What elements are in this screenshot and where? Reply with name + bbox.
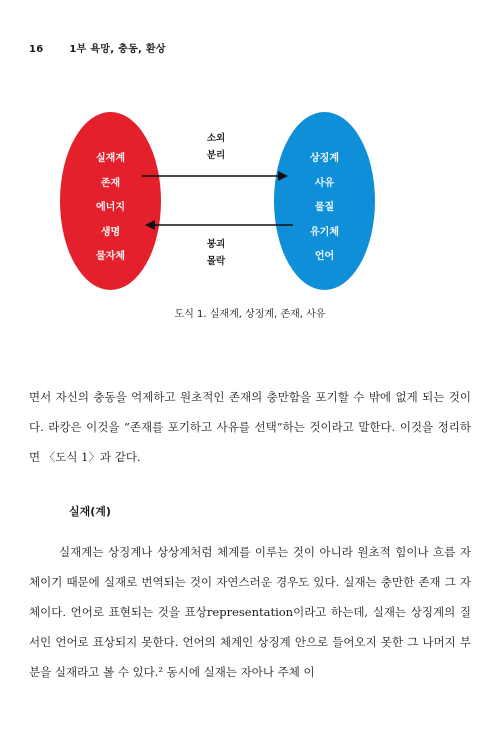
real-item: 물자체 (96, 251, 125, 262)
paragraph-2 (29, 537, 471, 687)
arrow-label-line: 몰락 (206, 256, 226, 267)
symbolic-item: 유기체 (310, 226, 339, 238)
symbolic-item: 상징계 (310, 153, 339, 164)
paragraph-text: 면서 자신의 충동을 억제하고 원초적인 존재의 충만함을 포기할 수 밖에 없게 되는 것이다. 라캉은 이것을 “존재를 포기하고 사유를 선택”하는 것이라고 말한다. 이것을 정리하면 〈도식 1〉과 같다. (29, 390, 471, 464)
part-title: 1부 욕망, 충동, 환상 (69, 44, 166, 55)
arrows (0, 0, 500, 300)
paragraph-text: 실재계는 상징계나 상상계처럼 체계를 이루는 것이 아니라 원초적 힘이나 흐름 자체이기 때문에 실재로 번역되는 것이 자연스러운 경우도 있다. 실재는 충만한 존재 그 자체이다. 언어로 표현되는 것을 표상representation이라고 하는데, 실재는 상징계의 질서인 언어로 표상되지 못한다. 언어의 체계인 상징계 안으로 들어오지 못한 그 나머지 부분을 실재라고 볼 수 있다.² 동시에 실재는 자아나 주체 이 (29, 545, 471, 679)
symbolic-item: 물질 (314, 202, 335, 213)
real-item: 실재계 (96, 153, 125, 164)
symbolic-item: 언어 (314, 251, 335, 262)
arrow-label-line: 소외 (206, 133, 226, 144)
real-item: 존재 (100, 177, 121, 189)
section-heading: 실재(계) (69, 505, 111, 518)
real-item: 에너지 (96, 202, 125, 213)
arrow-label-line: 분리 (206, 150, 226, 161)
figure-caption: 도식 1. 실재계, 상징계, 존재, 사유 (174, 309, 326, 320)
page-number: 16 (29, 44, 44, 55)
paragraph-1 (29, 382, 471, 472)
symbolic-item: 사유 (314, 177, 335, 189)
arrow-label-line: 붕괴 (206, 239, 226, 250)
real-item: 생명 (100, 226, 121, 238)
diagram-figure (0, 0, 500, 320)
